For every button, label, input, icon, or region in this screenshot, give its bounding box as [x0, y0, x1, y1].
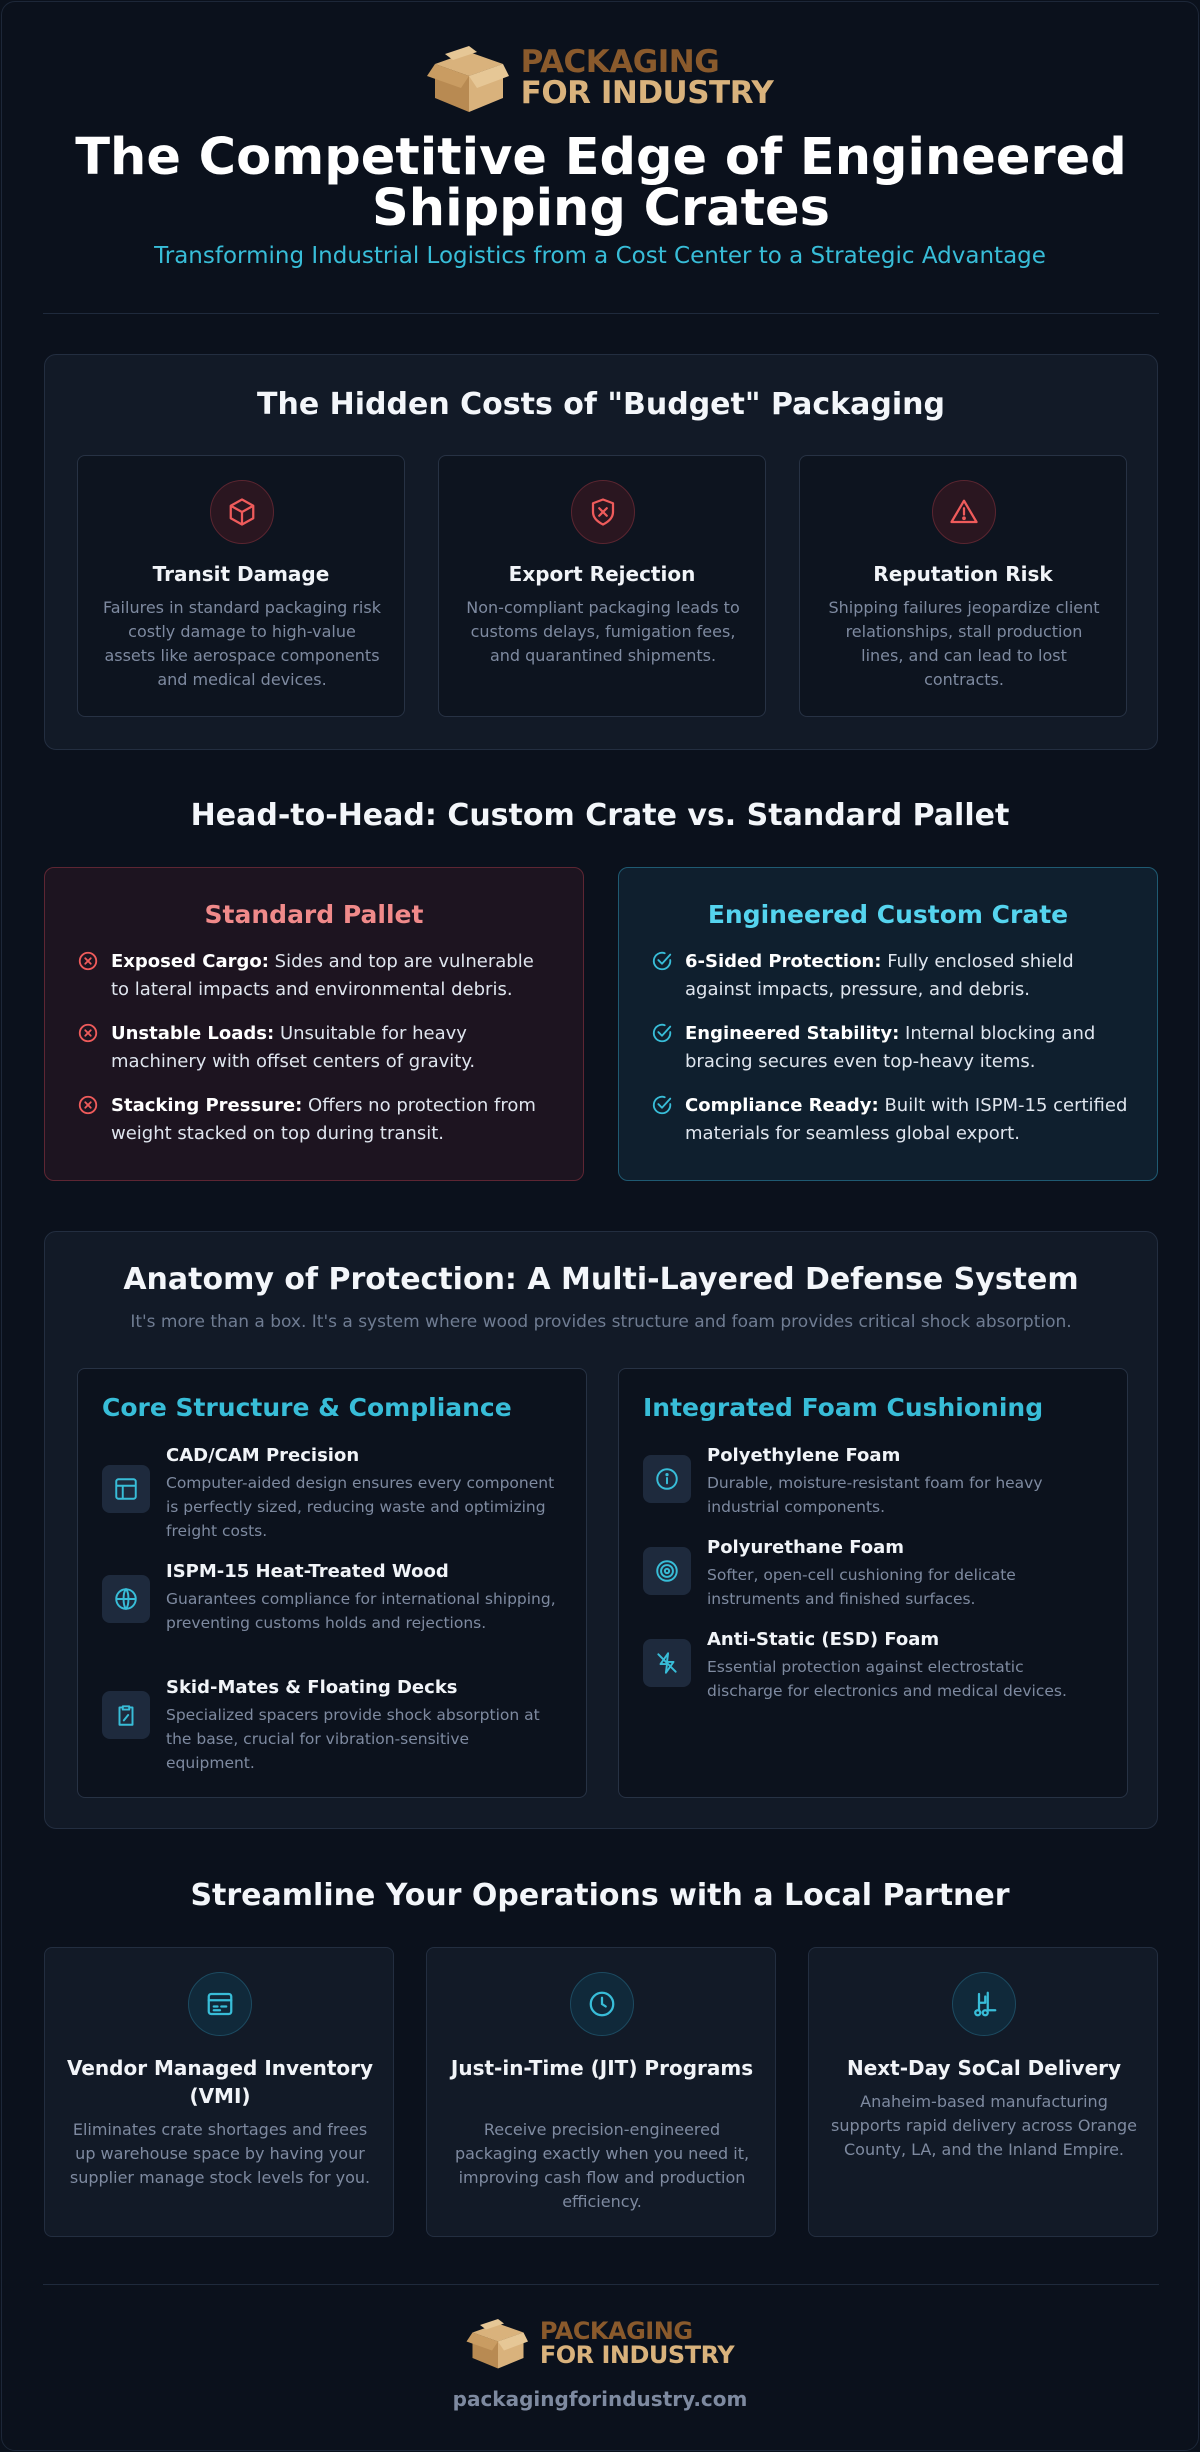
item-title: Anti-Static (ESD) Foam	[707, 1629, 940, 1650]
anatomy-section	[44, 1231, 1158, 1829]
item-text: Specialized spacers provide shock absorption at the base, crucial for vibration-sensitive equipment.	[166, 1706, 540, 1772]
clipboard-icon	[102, 1691, 150, 1739]
core-structure-column	[77, 1368, 587, 1798]
item-title: Skid-Mates & Floating Decks	[166, 1677, 458, 1698]
brand-line-1: PACKAGING	[539, 2317, 693, 2345]
shield-x-icon	[571, 480, 635, 544]
item-title: Polyethylene Foam	[707, 1445, 901, 1466]
list-item	[651, 948, 1131, 1004]
item-title: CAD/CAM Precision	[166, 1445, 360, 1466]
brand-line-1: PACKAGING	[520, 44, 720, 80]
ops-card-title: Just-in-Time (JIT) Programs	[450, 2056, 754, 2080]
brand-wordmark	[520, 44, 774, 111]
list-item	[77, 1020, 557, 1076]
list-item	[651, 1092, 1131, 1148]
item-title: ISPM-15 Heat-Treated Wood	[166, 1561, 449, 1582]
custom-crate-title: Engineered Custom Crate	[707, 900, 1069, 929]
ops-card-text: Receive precision-engineered packaging exactly when you need it, improving cash flow and production efficiency.	[454, 2120, 750, 2211]
check-circle-icon	[651, 1094, 673, 1116]
hidden-costs-section	[44, 354, 1158, 750]
ops-card-text: Eliminates crate shortages and frees up warehouse space by having your supplier manage stock levels for you.	[69, 2120, 371, 2187]
footer-logo[interactable]	[2, 2316, 1198, 2370]
item-label: Unstable Loads:	[111, 1023, 275, 1044]
item-text: Internal blocking and bracing secures even top-heavy items.	[685, 1023, 1096, 1072]
comparison-title: Head-to-Head: Custom Crate vs. Standard Pallet	[190, 798, 1010, 833]
item-text: Fully enclosed shield against impacts, pressure, and debris.	[685, 951, 1074, 1000]
open-box-icon	[427, 42, 511, 114]
ops-card-jit	[426, 1947, 776, 2237]
foam-cushioning-column	[618, 1368, 1128, 1798]
list-item	[77, 1092, 557, 1148]
item-label: Stacking Pressure:	[111, 1095, 303, 1116]
anatomy-title: Anatomy of Protection: A Multi-Layered Defense System	[123, 1262, 1079, 1297]
x-circle-icon	[77, 1094, 99, 1116]
warning-triangle-icon	[932, 480, 996, 544]
header-divider	[43, 313, 1159, 314]
cube-icon	[210, 480, 274, 544]
item-label: Exposed Cargo:	[111, 951, 269, 972]
footer-divider	[43, 2284, 1159, 2285]
item-text: Guarantees compliance for international shipping, preventing customs holds and rejections.	[166, 1590, 556, 1632]
operations-title: Streamline Your Operations with a Local Partner	[190, 1878, 1010, 1913]
forklift-icon	[952, 1972, 1016, 2036]
globe-icon	[102, 1575, 150, 1623]
cost-card-export-rejection	[438, 455, 766, 717]
item-text: Essential protection against electrostatic discharge for electronics and medical devices.	[707, 1658, 1067, 1700]
ops-card-delivery	[808, 1947, 1158, 2237]
infographic-page	[1, 1, 1199, 2451]
brand-wordmark	[540, 2319, 734, 2367]
clock-icon	[570, 1972, 634, 2036]
target-icon	[643, 1547, 691, 1595]
check-circle-icon	[651, 950, 673, 972]
item-label: Compliance Ready:	[685, 1095, 879, 1116]
ops-card-vmi	[44, 1947, 394, 2237]
anatomy-subtitle: It's more than a box. It's a system where wood provides structure and foam provides critical shock absorption.	[130, 1312, 1072, 1332]
ops-card-text: Anaheim-based manufacturing supports rapid delivery across Orange County, LA, and the Inland Empire.	[831, 2092, 1137, 2159]
x-circle-icon	[77, 950, 99, 972]
item-text: Computer-aided design ensures every component is perfectly sized, reducing waste and optimizing freight costs.	[166, 1474, 555, 1540]
cost-card-title: Reputation Risk	[873, 562, 1053, 586]
item-text: Offers no protection from weight stacked on top during transit.	[111, 1095, 536, 1144]
check-circle-icon	[651, 1022, 673, 1044]
open-box-icon	[466, 2316, 530, 2370]
x-circle-icon	[77, 1022, 99, 1044]
cost-card-title: Export Rejection	[508, 562, 696, 586]
cost-card-text: Shipping failures jeopardize client relationships, stall production lines, and can lead to lost contracts.	[828, 598, 1100, 689]
brand-line-2: FOR INDUSTRY	[520, 75, 774, 111]
zap-off-icon	[643, 1639, 691, 1687]
list-item	[651, 1020, 1131, 1076]
standard-pallet-title: Standard Pallet	[204, 900, 424, 929]
cost-card-title: Transit Damage	[152, 562, 330, 586]
ops-card-title: Next-Day SoCal Delivery	[846, 2056, 1122, 2080]
cost-card-text: Non-compliant packaging leads to customs delays, fumigation fees, and quarantined shipments.	[466, 598, 740, 665]
layout-icon	[102, 1465, 150, 1513]
item-text: Built with ISPM-15 certified materials for seamless global export.	[685, 1095, 1128, 1144]
calendar-list-icon	[188, 1972, 252, 2036]
list-item	[77, 948, 557, 1004]
core-structure-title: Core Structure & Compliance	[102, 1393, 512, 1422]
website-link[interactable]: packagingforindustry.com	[452, 2387, 748, 2411]
item-text: Durable, moisture-resistant foam for heavy industrial components.	[707, 1474, 1043, 1516]
hidden-costs-title: The Hidden Costs of "Budget" Packaging	[257, 387, 945, 422]
cost-card-text: Failures in standard packaging risk costly damage to high-value assets like aerospace components and medical devices.	[103, 598, 381, 689]
ops-card-title: Vendor Managed Inventory (VMI)	[66, 2056, 374, 2108]
item-text: Sides and top are vulnerable to lateral impacts and environmental debris.	[111, 951, 534, 1000]
standard-pallet-card	[44, 867, 584, 1181]
page-subtitle: Transforming Industrial Logistics from a Cost Center to a Strategic Advantage	[154, 243, 1046, 269]
item-text: Unsuitable for heavy machinery with offset centers of gravity.	[111, 1023, 476, 1072]
cost-card-transit-damage	[77, 455, 405, 717]
item-title: Polyurethane Foam	[707, 1537, 905, 1558]
foam-cushioning-title: Integrated Foam Cushioning	[643, 1393, 1044, 1422]
item-label: Engineered Stability:	[685, 1023, 900, 1044]
brand-line-2: FOR INDUSTRY	[539, 2341, 735, 2369]
page-title: The Competitive Edge of Engineered Shipping Crates	[75, 128, 1127, 238]
brand-logo[interactable]	[2, 42, 1198, 114]
item-text: Softer, open-cell cushioning for delicate instruments and finished surfaces.	[707, 1566, 1016, 1608]
info-circle-icon	[643, 1455, 691, 1503]
custom-crate-card	[618, 867, 1158, 1181]
cost-card-reputation-risk	[799, 455, 1127, 717]
item-label: 6-Sided Protection:	[685, 951, 882, 972]
